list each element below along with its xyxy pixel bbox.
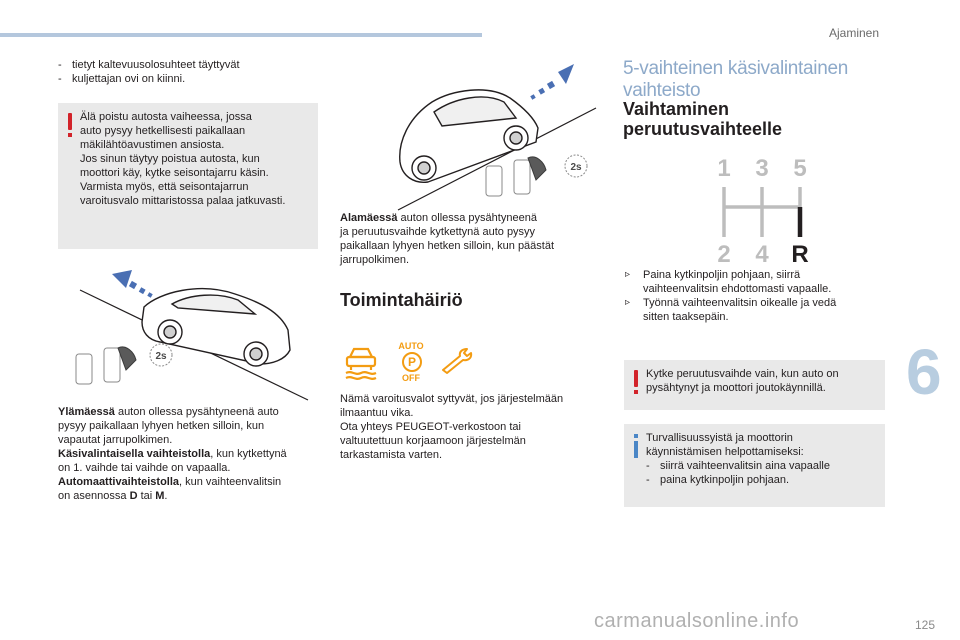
gear-shift-pattern-diagram: [712, 155, 812, 267]
chapter-title: Ajaminen: [829, 26, 880, 40]
section-title: 5-vaihteinen käsivalintainen vaihteisto: [623, 58, 849, 101]
list-item: ▹ Paina kytkinpoljin pohjaan, siirrä vaihteenvalitsin ehdottomasti vapaalle.: [625, 269, 832, 295]
gear-4-label: 4: [755, 241, 769, 268]
uphill-car-illustration: [60, 252, 322, 402]
gear-5-label: 5: [793, 155, 807, 182]
warning-box-reverse: [624, 360, 885, 410]
list-item: - kuljettajan ovi on kiinni.: [58, 72, 318, 86]
reverse-gear-heading: Vaihtaminen peruutusvaihteelle: [623, 99, 783, 139]
timer-badge: [150, 344, 172, 366]
gear-1-label: 1: [717, 155, 731, 182]
bullet-arrow-icon: ▹: [625, 297, 631, 308]
pedals-icon: [486, 157, 546, 196]
list-item: - siirrä vaihteenvalitsin aina vapaalle: [646, 459, 882, 473]
warning-box-hill-start: [58, 103, 318, 249]
list-item: ▹ Työnnä vaihteenvalitsin oikealle ja vedä sitten taaksepäin.: [625, 297, 837, 323]
service-wrench-icon: [440, 348, 476, 374]
gear-gate-lines: [712, 183, 812, 241]
bullet-arrow-icon: ▹: [625, 269, 631, 280]
timer-badge: [565, 155, 587, 177]
svg-text:2s: 2s: [155, 351, 167, 362]
watermark: carmanualsonline.info: [594, 610, 800, 632]
malfunction-heading: Toimintahäiriö: [340, 290, 463, 310]
gear-3-label: 3: [755, 155, 769, 182]
uphill-description: Ylämäessä auton ollessa pysähtyneenä auto pysyy paikallaan lyhyen hetken silloin, kun vapautat jarrupolkimen. Käsivalintaisella vaihteistolla, kun kytkettynä on 1. vaihde tai vaihde on vapaalla. Automaattivaihteistolla, kun vaihteenvalitsin on asennossa D tai M.: [58, 406, 287, 502]
warning-text: Kytke peruutusvaihde vain, kun auto on pysähtynyt ja moottori joutokäynnillä.: [646, 368, 839, 394]
downhill-car-illustration: [338, 62, 600, 212]
info-list: [646, 459, 882, 487]
reverse-steps-list: [625, 268, 885, 324]
hill-assist-warning-icon: [342, 343, 380, 381]
list-item: - paina kytkinpoljin pohjaan.: [646, 473, 882, 487]
warning-text: Älä poistu autosta vaiheessa, jossa auto pysyy hetkellisesti paikallaan mäkilähtöavustimen ansiosta. Jos sinun täytyy poistua autosta, kun moottori käy, kytke seisontajarru käsin. Varmista myös, että seisontajarrun varoitusvalo mittaristossa palaa jatkuvasti.: [80, 111, 286, 207]
downhill-description: Alamäessä auton ollessa pysähtyneenä ja peruutusvaihde kytkettynä auto pysyy paikallaan lyhyen hetken silloin, kun päästät jarrupolkimen.: [340, 212, 555, 266]
direction-arrow-icon: [530, 64, 574, 100]
pedals-icon: [76, 347, 136, 384]
info-icon: [633, 434, 639, 460]
header-accent-bar: [0, 33, 482, 37]
conditions-list: [58, 58, 318, 86]
warning-icon: [67, 113, 73, 139]
info-text: Turvallisuussyistä ja moottorin käynnistämisen helpottamiseksi: - siirrä vaihteenvalitsin aina vapaalle - paina kytkinpoljin pohjaan.: [646, 431, 882, 487]
chapter-number-tab: 6: [906, 336, 942, 408]
auto-park-off-icon: AUTO P OFF: [398, 341, 424, 383]
info-box-safety: [624, 424, 885, 507]
svg-text:2s: 2s: [570, 162, 582, 173]
list-item: - tietyt kaltevuusolosuhteet täyttyvät: [58, 58, 318, 72]
page-number: 125: [915, 618, 936, 632]
warning-icon: [633, 370, 639, 396]
gear-reverse-label: R: [791, 241, 809, 268]
gear-2-label: 2: [717, 241, 731, 268]
direction-arrow-icon: [112, 270, 153, 298]
malfunction-description: Nämä varoitusvalot syttyvät, jos järjestelmään ilmaantuu vika. Ota yhteys PEUGEOT-verkostoon tai valtuutettuun korjaamoon järjestelmän tarkastamista varten.: [340, 393, 564, 461]
